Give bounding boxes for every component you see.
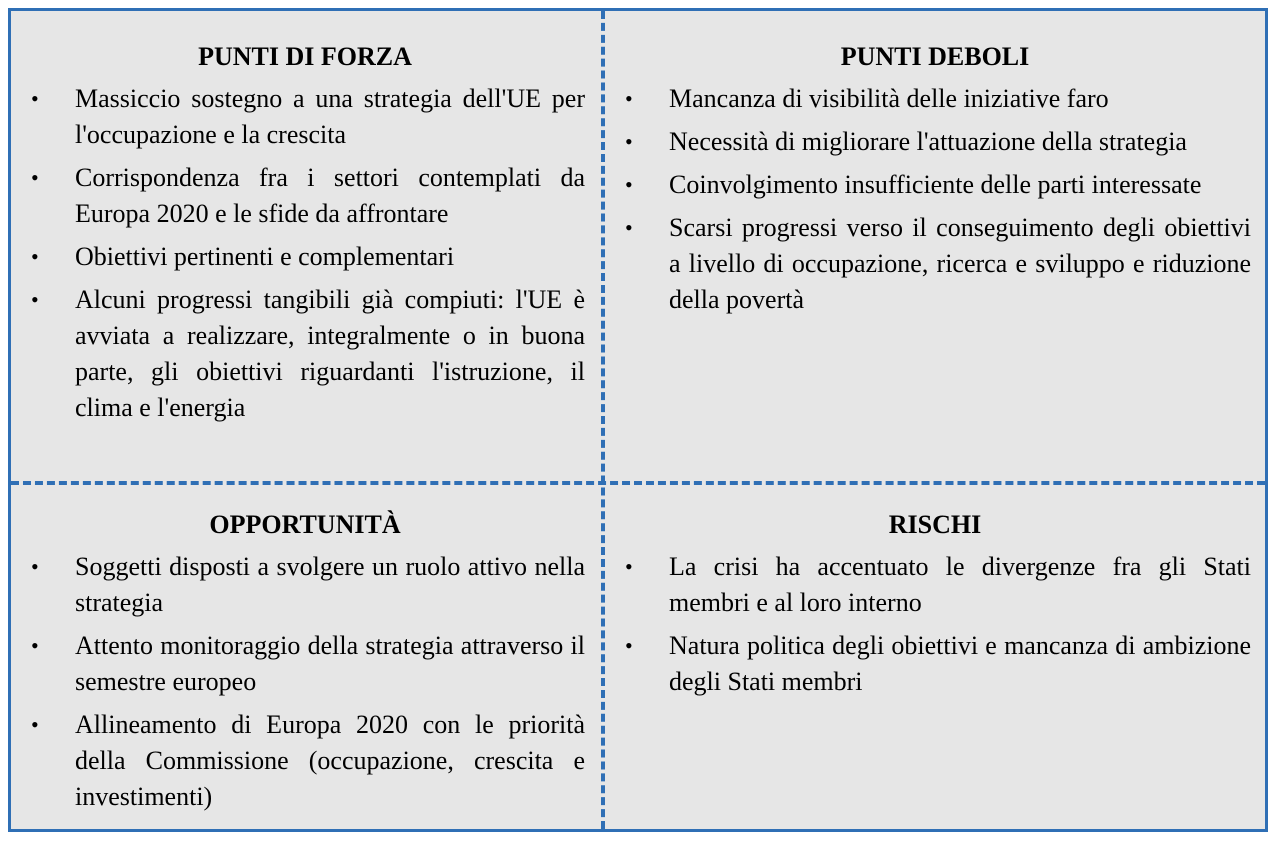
bullet-icon: • [625,215,633,240]
bullet-icon: • [31,633,39,658]
bullet-icon: • [31,712,39,737]
list-item [25,549,585,621]
list-item-text: Allineamento di Europa 2020 con le priorità della Commissione (occupazione, crescita e investimenti) [75,710,585,811]
threats-quadrant [619,505,1251,707]
list-item [25,160,585,232]
list-item-text: Mancanza di visibilità delle iniziative faro [669,84,1109,113]
bullet-icon: • [31,165,39,190]
list-item-text: Obiettivi pertinenti e complementari [75,242,455,271]
list-item [619,210,1251,318]
list-item-text: Coinvolgimento insufficiente delle parti interessate [669,170,1202,199]
bullet-icon: • [625,172,633,197]
list-item [619,628,1251,700]
bullet-icon: • [31,244,39,269]
threats-title: RISCHI [888,510,982,539]
bullet-icon: • [625,633,633,658]
horizontal-divider [11,481,1265,485]
list-item [25,707,585,815]
list-item-text: Soggetti disposti a svolgere un ruolo attivo nella strategia [75,552,585,617]
list-item-text: Scarsi progressi verso il conseguimento degli obiettivi a livello di occupazione, ricerca e sviluppo e riduzione della povertà [669,213,1251,314]
list-item-text: Attento monitoraggio della strategia attraverso il semestre europeo [75,631,585,696]
weaknesses-title: PUNTI DEBOLI [840,42,1030,71]
list-item [25,628,585,700]
weaknesses-list [619,81,1251,318]
list-item-text: La crisi ha accentuato le divergenze fra gli Stati membri e al loro interno [669,552,1251,617]
bullet-icon: • [625,554,633,579]
list-item [25,282,585,426]
bullet-icon: • [31,287,39,312]
strengths-quadrant [25,37,585,433]
threats-list [619,549,1251,700]
bullet-icon: • [625,129,633,154]
list-item [619,167,1251,203]
list-item [25,81,585,153]
list-item [619,124,1251,160]
list-item [25,239,585,275]
strengths-list [25,81,585,426]
opportunities-title: OPPORTUNITÀ [209,510,401,539]
list-item [619,81,1251,117]
swot-table [8,8,1268,832]
weaknesses-quadrant [619,37,1251,325]
list-item-text: Necessità di migliorare l'attuazione della strategia [669,127,1187,156]
list-item-text: Natura politica degli obiettivi e mancanza di ambizione degli Stati membri [669,631,1251,696]
opportunities-list [25,549,585,815]
opportunities-quadrant [25,505,585,822]
bullet-icon: • [31,554,39,579]
strengths-title: PUNTI DI FORZA [198,42,412,71]
bullet-icon: • [31,86,39,111]
list-item [619,549,1251,621]
list-item-text: Alcuni progressi tangibili già compiuti: l'UE è avviata a realizzare, integralmente o in buona parte, gli obiettivi riguardanti l'istruzione, il clima e l'energia [75,285,585,422]
list-item-text: Corrispondenza fra i settori contemplati da Europa 2020 e le sfide da affrontare [75,163,585,228]
vertical-divider [601,11,605,829]
bullet-icon: • [625,86,633,111]
list-item-text: Massiccio sostegno a una strategia dell'UE per l'occupazione e la crescita [75,84,585,149]
